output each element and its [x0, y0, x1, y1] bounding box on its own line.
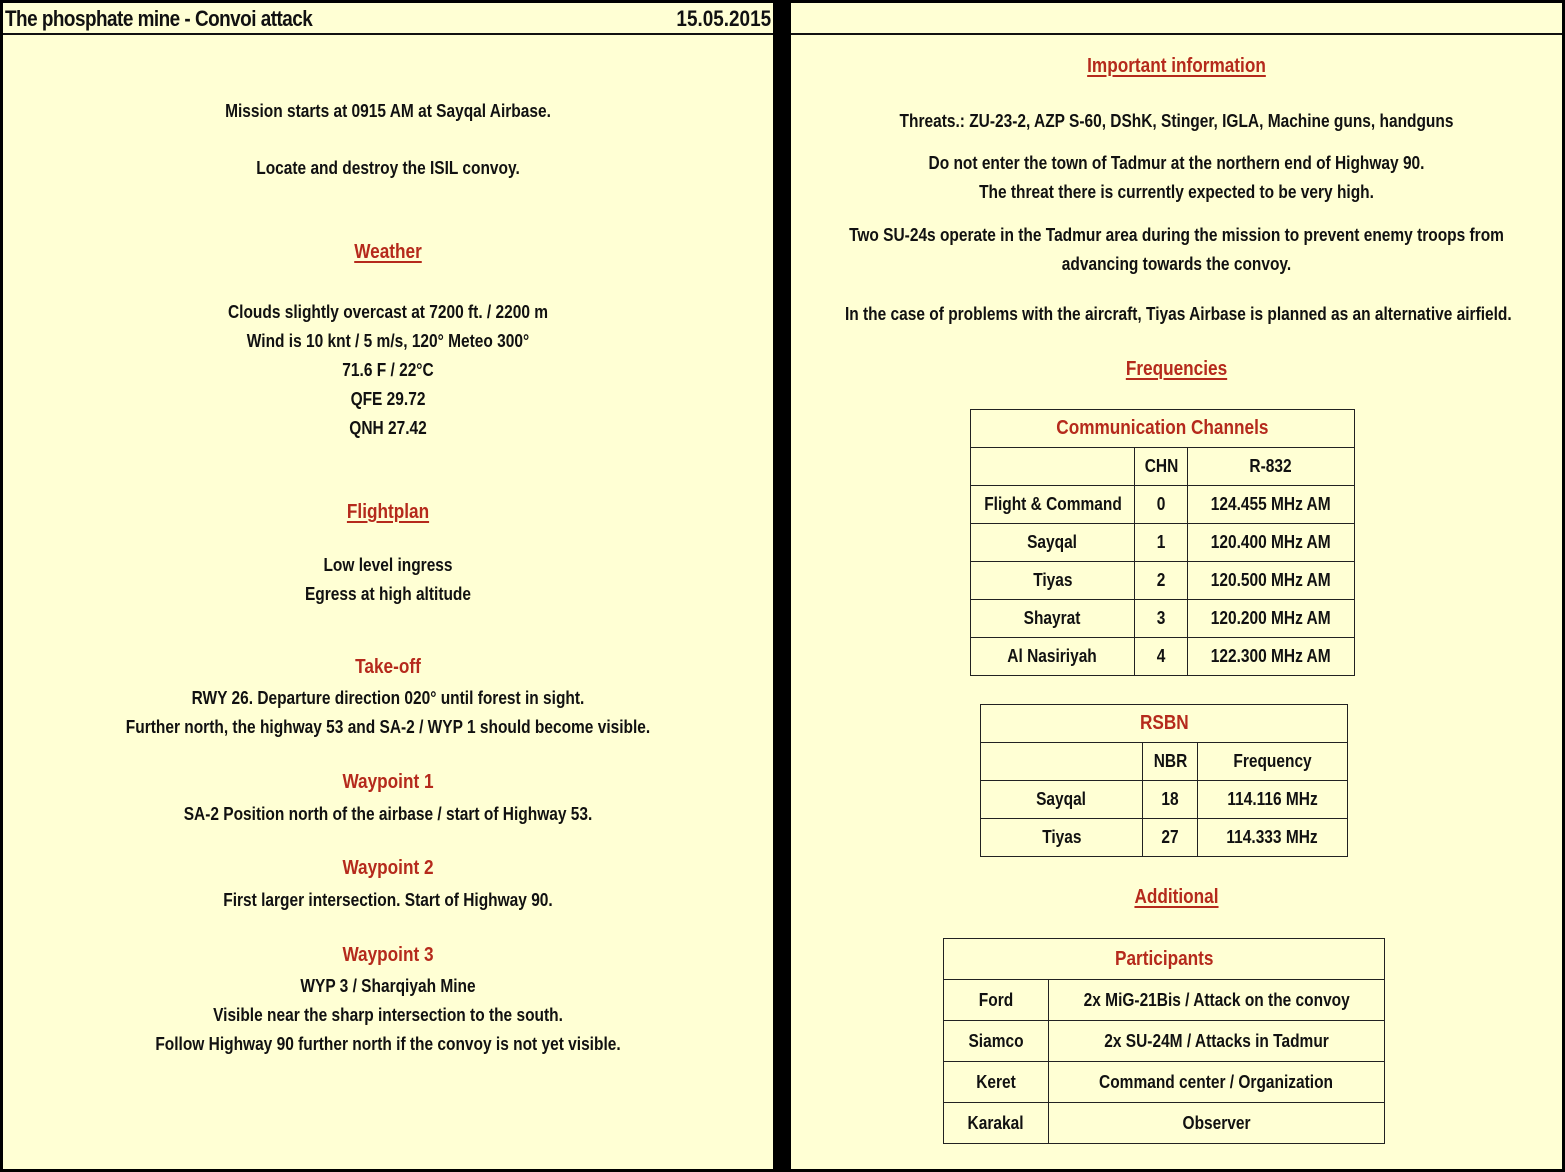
weather-qnh: QNH 27.42	[349, 418, 427, 438]
flightplan-heading: Flightplan	[346, 501, 430, 523]
column-header: CHN	[1135, 448, 1188, 486]
station-cell: Flight & Command	[971, 486, 1135, 524]
station-cell: Tiyas	[981, 819, 1143, 857]
participants-caption: Participants	[944, 939, 1385, 980]
table-row	[944, 1062, 1385, 1103]
flightplan-block	[3, 551, 773, 609]
frequency-cell: 122.300 MHz AM	[1188, 638, 1355, 676]
role-cell: 2x SU-24M / Attacks in Tadmur	[1049, 1021, 1385, 1062]
column-header	[981, 743, 1143, 781]
table-row	[971, 600, 1355, 638]
role-cell: Observer	[1049, 1103, 1385, 1144]
additional-heading: Additional	[1134, 886, 1219, 908]
rsbn-table	[980, 704, 1348, 857]
column-header	[971, 448, 1135, 486]
frequency-cell: 120.200 MHz AM	[1188, 600, 1355, 638]
callsign-cell: Siamco	[944, 1021, 1049, 1062]
mission-date: 15.05.2015	[676, 6, 771, 31]
table-row	[981, 819, 1348, 857]
table-row	[944, 1021, 1385, 1062]
weather-heading: Weather	[354, 241, 422, 263]
frequency-cell: 114.116 MHz	[1198, 781, 1348, 819]
station-cell: Al Nasiriyah	[971, 638, 1135, 676]
weather-wind: Wind is 10 knt / 5 m/s, 120° Meteo 300°	[246, 331, 530, 351]
participants-table	[943, 938, 1385, 1144]
waypoint3-line: Follow Highway 90 further north if the convoy is not yet visible.	[155, 1034, 621, 1054]
briefing-page-right	[791, 3, 1562, 1169]
comm-channels-table	[970, 409, 1355, 676]
station-cell: Sayqal	[981, 781, 1143, 819]
table-row	[971, 486, 1355, 524]
takeoff-block	[3, 684, 773, 742]
waypoint2-text: First larger intersection. Start of Highway 90.	[223, 890, 553, 910]
table-row	[971, 524, 1355, 562]
weather-qfe: QFE 29.72	[350, 389, 426, 409]
page-header-right	[791, 3, 1562, 35]
su24-info-line: Two SU-24s operate in the Tadmur area during the mission to prevent enemy troops from	[849, 225, 1504, 245]
column-header: R-832	[1188, 448, 1355, 486]
weather-temperature: 71.6 F / 22°C	[342, 360, 434, 380]
table-row	[944, 1103, 1385, 1144]
su24-info-line: advancing towards the convoy.	[1061, 254, 1292, 274]
weather-clouds: Clouds slightly overcast at 7200 ft. / 2200 m	[227, 302, 549, 322]
table-row	[971, 638, 1355, 676]
alternate-airfield-text: In the case of problems with the aircraft, Tiyas Airbase is planned as an alternative airfield.	[844, 304, 1512, 324]
frequency-cell: 120.500 MHz AM	[1188, 562, 1355, 600]
role-cell: 2x MiG-21Bis / Attack on the convoy	[1049, 980, 1385, 1021]
waypoint1-heading: Waypoint 1	[342, 771, 434, 793]
important-info-heading: Important information	[1087, 55, 1266, 77]
weather-block	[3, 298, 773, 443]
waypoint3-line: WYP 3 / Sharqiyah Mine	[300, 976, 476, 996]
channel-cell: 3	[1135, 600, 1188, 638]
su24-info	[791, 221, 1562, 279]
channel-cell: 1	[1135, 524, 1188, 562]
mission-start-text: Mission starts at 0915 AM at Sayqal Airbase.	[225, 101, 551, 121]
frequency-cell: 114.333 MHz	[1198, 819, 1348, 857]
takeoff-heading: Take-off	[355, 656, 421, 678]
waypoint3-line: Visible near the sharp intersection to the south.	[213, 1005, 563, 1025]
tadmur-warning-line: Do not enter the town of Tadmur at the northern end of Highway 90.	[928, 153, 1425, 173]
table-row	[971, 562, 1355, 600]
station-cell: Sayqal	[971, 524, 1135, 562]
role-cell: Command center / Organization	[1049, 1062, 1385, 1103]
takeoff-line: Further north, the highway 53 and SA-2 / WYP 1 should become visible.	[125, 717, 651, 737]
frequencies-heading: Frequencies	[1125, 358, 1228, 380]
callsign-cell: Ford	[944, 980, 1049, 1021]
mission-title: The phosphate mine - Convoi attack	[5, 6, 313, 31]
waypoint1-text: SA-2 Position north of the airbase / start of Highway 53.	[183, 804, 593, 824]
flightplan-ingress: Low level ingress	[323, 555, 453, 575]
threats-text: Threats.: ZU-23-2, AZP S-60, DShK, Stinger, IGLA, Machine guns, handguns	[899, 111, 1454, 131]
briefing-page-left	[3, 3, 773, 1169]
takeoff-line: RWY 26. Departure direction 020° until forest in sight.	[191, 688, 585, 708]
table-row	[981, 781, 1348, 819]
column-header: Frequency	[1198, 743, 1348, 781]
waypoint3-heading: Waypoint 3	[342, 944, 434, 966]
tadmur-warning	[791, 149, 1562, 207]
comm-table-caption: Communication Channels	[971, 410, 1355, 448]
station-cell: Shayrat	[971, 600, 1135, 638]
station-cell: Tiyas	[971, 562, 1135, 600]
channel-cell: 0	[1135, 486, 1188, 524]
channel-cell: 2	[1135, 562, 1188, 600]
page-header	[3, 3, 773, 35]
frequency-cell: 124.455 MHz AM	[1188, 486, 1355, 524]
waypoint3-block	[3, 972, 773, 1059]
number-cell: 18	[1143, 781, 1198, 819]
mission-objective-text: Locate and destroy the ISIL convoy.	[256, 158, 520, 178]
flightplan-egress: Egress at high altitude	[304, 584, 472, 604]
column-header: NBR	[1143, 743, 1198, 781]
number-cell: 27	[1143, 819, 1198, 857]
channel-cell: 4	[1135, 638, 1188, 676]
callsign-cell: Keret	[944, 1062, 1049, 1103]
waypoint2-heading: Waypoint 2	[342, 857, 434, 879]
table-row	[944, 980, 1385, 1021]
callsign-cell: Karakal	[944, 1103, 1049, 1144]
tadmur-warning-line: The threat there is currently expected to be very high.	[979, 182, 1374, 202]
rsbn-table-caption: RSBN	[981, 705, 1348, 743]
frequency-cell: 120.400 MHz AM	[1188, 524, 1355, 562]
